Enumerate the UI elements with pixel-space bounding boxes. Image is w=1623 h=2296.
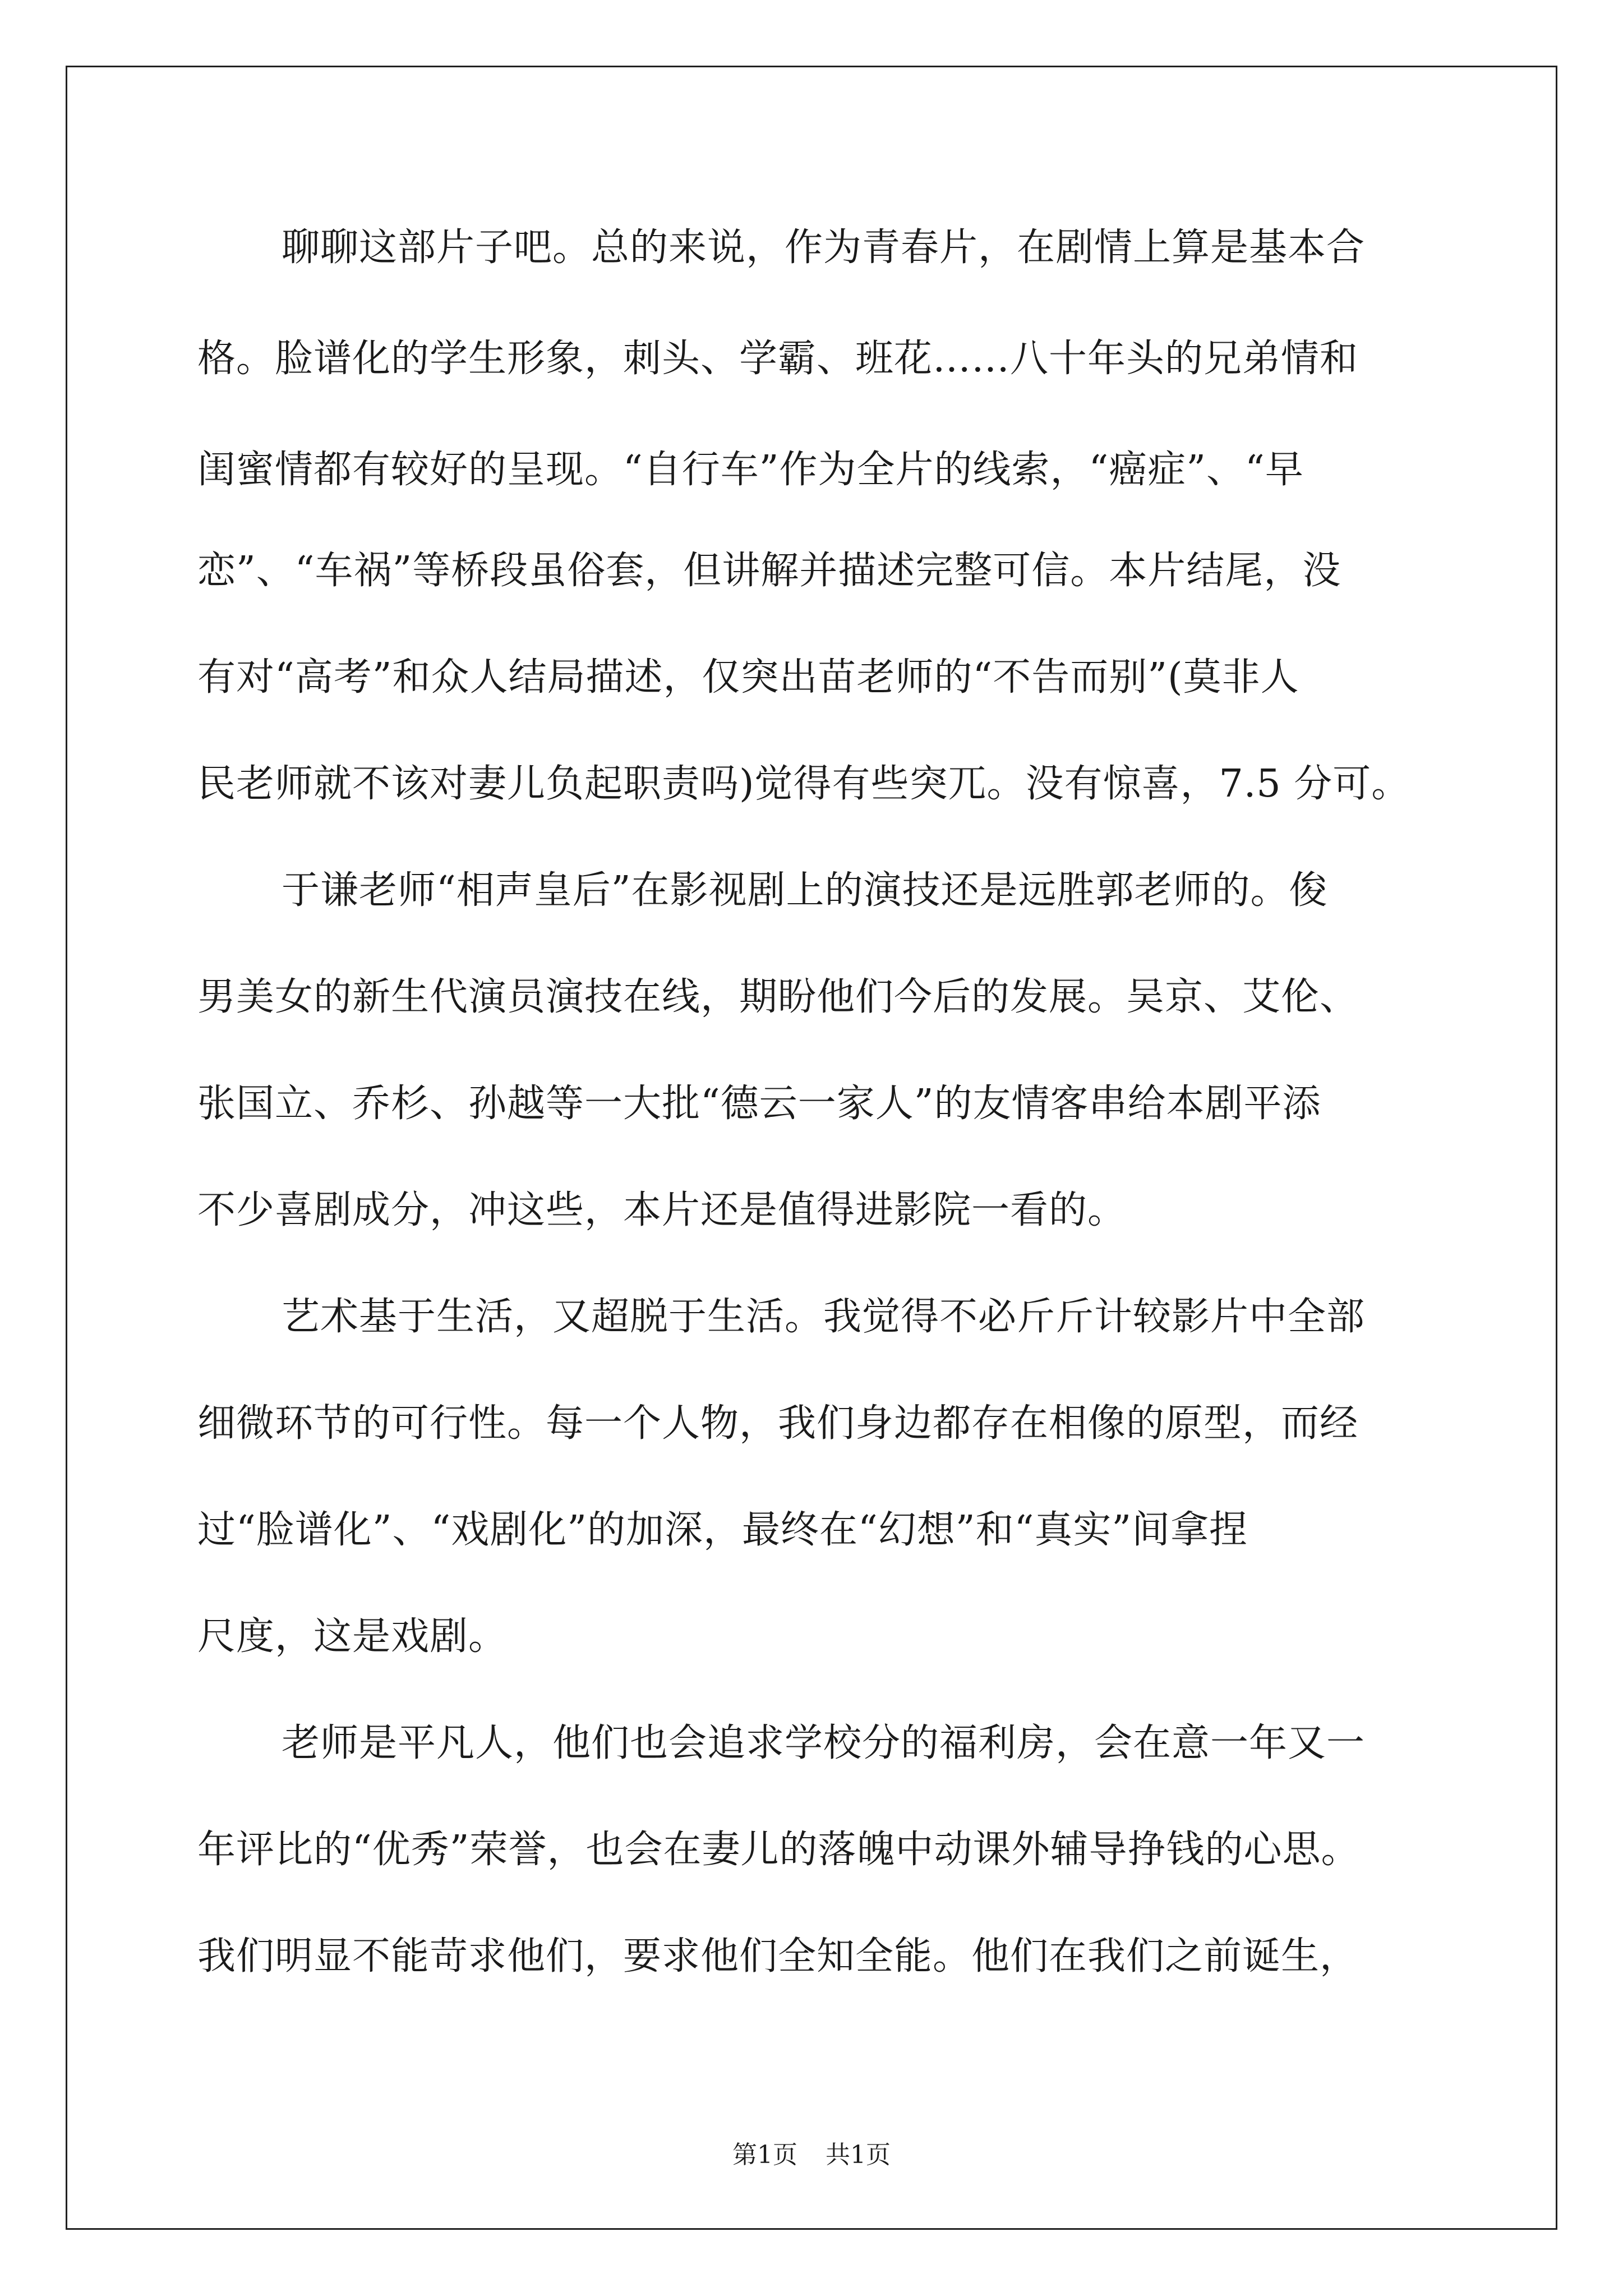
- page-total: 共1页: [826, 2141, 891, 2169]
- page-border: [66, 66, 1557, 2230]
- text-line: 过“脸谱化”、“戏剧化”的加深，最终在“幻想”和“真实”间拿捏: [197, 1508, 1248, 1552]
- text-line: 民老师就不该对妻儿负起职责吗)觉得有些突兀。没有惊喜，7.5 分可。: [197, 762, 1410, 806]
- text-line: 我们明显不能苛求他们，要求他们全知全能。他们在我们之前诞生，: [197, 1934, 1359, 1978]
- text-line: 于谦老师“相声皇后”在影视剧上的演技还是远胜郭老师的。俊: [282, 868, 1328, 913]
- text-line: 有对“高考”和众人结局描述，仅突出苗老师的“不告而别”(莫非人: [197, 655, 1299, 700]
- text-line: 男美女的新生代演员演技在线，期盼他们今后的发展。吴京、艾伦、: [197, 975, 1359, 1019]
- page-footer: [0, 2138, 1623, 2172]
- text-line: 张国立、乔杉、孙越等一大批“德云一家人”的友情客串给本剧平添: [197, 1082, 1321, 1126]
- text-line: 老师是平凡人，他们也会追求学校分的福利房，会在意一年又一: [282, 1721, 1366, 1765]
- text-line: 尺度，这是戏剧。: [197, 1614, 508, 1659]
- text-line: 不少喜剧成分，冲这些，本片还是值得进影院一看的。: [197, 1188, 1127, 1232]
- text-line: 细微环节的可行性。每一个人物，我们身边都存在相像的原型，而经: [197, 1401, 1359, 1446]
- text-line: 艺术基于生活，又超脱于生活。我觉得不必斤斤计较影片中全部: [282, 1295, 1366, 1339]
- text-line: 聊聊这部片子吧。总的来说，作为青春片，在剧情上算是基本合: [282, 226, 1366, 270]
- text-line: 闺蜜情都有较好的呈现。“自行车”作为全片的线索，“癌症”、“早: [197, 448, 1304, 492]
- text-line: 年评比的“优秀”荣誉，也会在妻儿的落魄中动课外辅导挣钱的心思。: [197, 1828, 1360, 1872]
- page-number: 第1页: [732, 2141, 797, 2169]
- text-line: 格。脸谱化的学生形象，刺头、学霸、班花……八十年头的兄弟情和: [197, 337, 1359, 381]
- text-line: 恋”、“车祸”等桥段虽俗套，但讲解并描述完整可信。本片结尾，没: [197, 549, 1341, 593]
